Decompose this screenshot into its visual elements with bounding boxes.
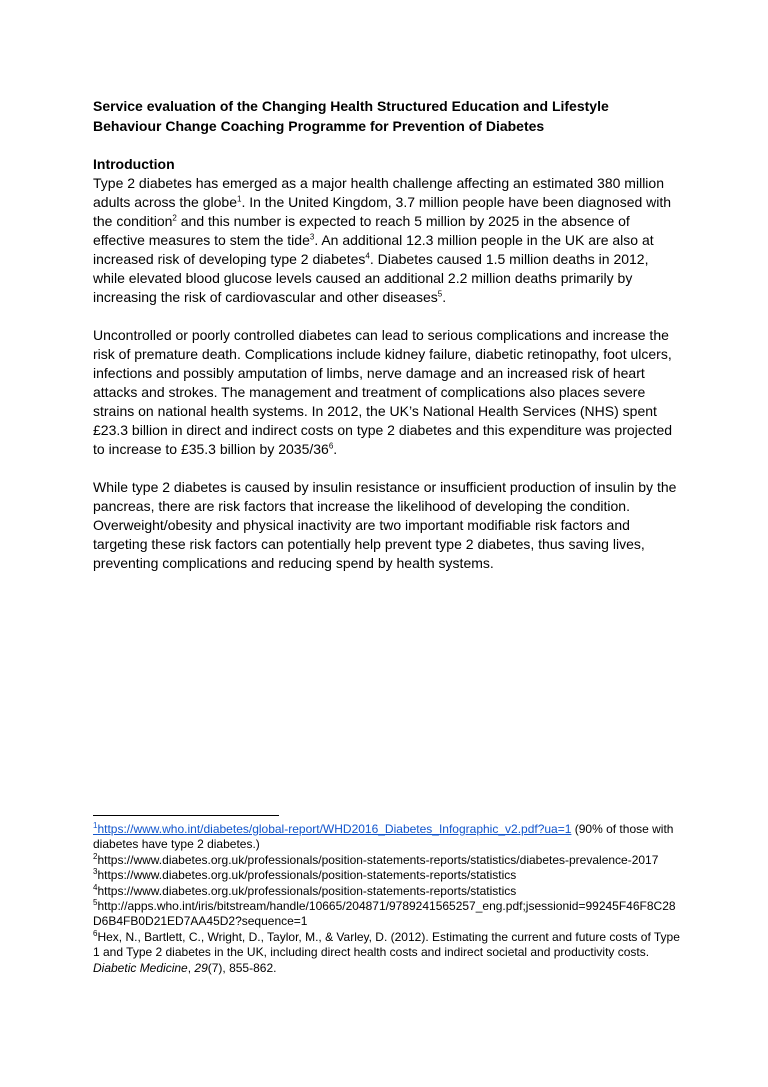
footnote-6-text-c: (7), 855-862.	[207, 960, 277, 975]
footnote-2-text: https://www.diabetes.org.uk/professionals/position-statements-reports/statistics/diabetes-prevalence-2017	[97, 852, 659, 867]
footnote-3-text: https://www.diabetes.org.uk/professionals/position-statements-reports/statistics	[97, 868, 517, 883]
footnote-1-url: https://www.who.int/diabetes/global-report/WHD2016_Diabetes_Infographic_v2.pdf?ua=1	[97, 822, 572, 836]
footnote-1-number: 1	[93, 821, 98, 830]
footnote-1	[93, 822, 683, 853]
footnote-5-text: http://apps.who.int/iris/bitstream/handle/10665/204871/9789241565257_eng.pdf;jsessionid=99245F46F8C28D6B4FB0D21ED7AA45D2?sequence=1	[93, 899, 676, 929]
p1-text-d: . An additional 12.3 million people in the UK are also at increased risk of developing type 2 diabetes	[93, 232, 654, 267]
section-heading-introduction: Introduction	[93, 156, 175, 172]
footnote-6	[93, 930, 683, 976]
title-line-1: Service evaluation of the Changing Health Structured Education and Lifestyle	[93, 98, 609, 114]
footnote-4-text: https://www.diabetes.org.uk/professionals/position-statements-reports/statistics	[97, 883, 517, 898]
p1-text-b: . In the United Kingdom, 3.7 million people have been diagnosed with the condition	[93, 194, 672, 229]
document-title	[93, 96, 683, 136]
footnote-ref-5: 5	[437, 289, 443, 299]
footnote-1-text: (90% of those with diabetes have type 2 diabetes.)	[93, 822, 674, 852]
p2-text-b: .	[333, 441, 338, 457]
paragraph-3: While type 2 diabetes is caused by insulin resistance or insufficient production of insulin by the pancreas, there are risk factors that increase the likelihood of developing the condition. Overweight/obesity and physical inactivity are two important modifiable risk factors and targeting these risk factors can potentially help prevent type 2 diabetes, thus saving lives, preventing complications and reducing spend by health systems.	[93, 479, 677, 571]
footnote-6-number: 6	[93, 928, 98, 938]
footnote-3-number: 3	[93, 867, 98, 877]
footnote-2	[93, 853, 683, 868]
p1-text-f: .	[442, 289, 447, 305]
title-line-2: Behaviour Change Coaching Programme for Prevention of Diabetes	[93, 118, 545, 134]
p1-text-e: . Diabetes caused 1.5 million deaths in 2012, while elevated blood glucose levels caused an additional 2.2 million deaths primarily by increasing the risk of cardiovascular and other diseases	[93, 251, 649, 305]
footnote-5	[93, 899, 683, 930]
p2-text-a: Uncontrolled or poorly controlled diabetes can lead to serious complications and increase the risk of premature death. Complications include kidney failure, diabetic retinopathy, foot ulcers, infections and possibly amputation of limbs, nerve damage and an increased risk of heart attacks and strokes. The management and treatment of complications also places severe strains on national health systems. In 2012, the UK’s National Health Services (NHS) spent £23.3 billion in direct and indirect costs on type 2 diabetes and this expenditure was projected to increase to £35.3 billion by 2035/36	[93, 327, 673, 457]
paragraph-1	[93, 174, 683, 307]
footnote-6-volume: 29	[194, 960, 208, 975]
footnote-ref-4: 4	[365, 251, 370, 261]
document-body	[93, 96, 683, 573]
footnote-ref-6: 6	[328, 441, 334, 451]
p1-text-a: Type 2 diabetes has emerged as a major health challenge affecting an estimated 380 million adults across the globe	[93, 175, 664, 210]
footnote-4-number: 4	[93, 882, 98, 892]
footnote-1-link[interactable]	[93, 822, 571, 836]
footnote-ref-1: 1	[236, 194, 242, 204]
footnote-3	[93, 868, 683, 883]
footnote-6-journal: Diabetic Medicine	[93, 960, 188, 975]
footnote-6-text-a: Hex, N., Bartlett, C., Wright, D., Taylor, M., & Varley, D. (2012). Estimating the current and future costs of Type 1 and Type 2 diabetes in the UK, including direct health costs and indirect societal and productivity costs.	[93, 929, 680, 960]
footnote-4	[93, 884, 683, 899]
footnote-6-text-b: ,	[187, 960, 195, 975]
footnotes	[93, 815, 683, 976]
footnote-2-number: 2	[93, 851, 98, 861]
paragraph-2	[93, 326, 683, 459]
footnote-ref-3: 3	[309, 232, 315, 242]
footnote-ref-2: 2	[172, 213, 177, 223]
footnote-5-number: 5	[93, 898, 98, 908]
p1-text-c: and this number is expected to reach 5 million by 2025 in the absence of effective measures to stem the tide	[93, 213, 630, 248]
footnote-separator	[93, 815, 279, 816]
